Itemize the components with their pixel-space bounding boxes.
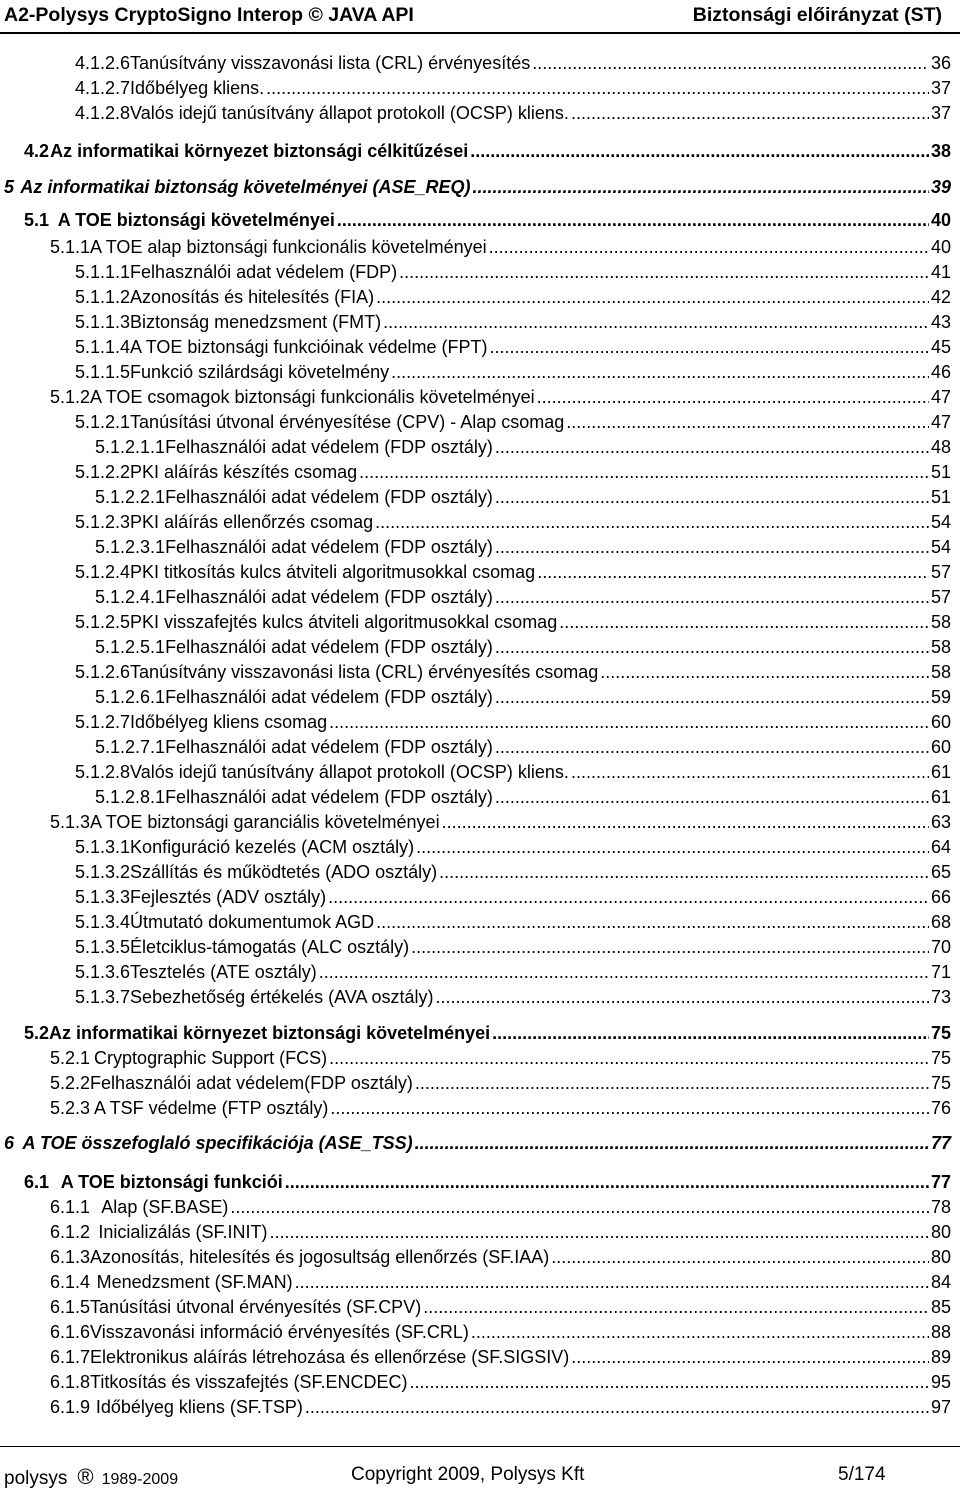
toc-entry-number: 6.1.9 bbox=[50, 1397, 91, 1417]
toc-entry[interactable] bbox=[50, 1196, 951, 1218]
footer-copyright: Copyright 2009, Polysys Kft bbox=[351, 1464, 585, 1485]
toc-entry-page: 58 bbox=[930, 662, 951, 682]
toc-entry-page: 71 bbox=[930, 962, 951, 982]
toc-entry-number: 5.1.3.3 bbox=[75, 887, 131, 907]
toc-entry-title: Felhasználói adat védelem(FDP osztály) bbox=[90, 1073, 413, 1093]
toc-entry-page: 43 bbox=[930, 312, 951, 332]
toc-leader-dots bbox=[329, 711, 929, 733]
toc-entry-number: 6.1.5 bbox=[50, 1297, 91, 1317]
toc-entry-title: Alap (SF.BASE) bbox=[101, 1197, 229, 1217]
toc-entry-number: 5.1.2.6.1 bbox=[95, 687, 166, 707]
toc-entry-number: 5.1.2 bbox=[50, 387, 91, 407]
toc-entry-title: Felhasználói adat védelem (FDP osztály) bbox=[165, 587, 493, 607]
toc-leader-dots bbox=[532, 52, 929, 74]
toc-leader-dots bbox=[266, 77, 929, 99]
toc-entry-page: 73 bbox=[930, 987, 951, 1007]
toc-entry-page: 77 bbox=[930, 1133, 951, 1153]
toc-entry-title: PKI aláírás ellenőrzés csomag bbox=[130, 512, 374, 532]
toc-entry-page: 38 bbox=[930, 141, 951, 161]
toc-entry-title: PKI aláírás készítés csomag bbox=[130, 462, 358, 482]
header-section-title: Biztonsági előirányzat (ST) bbox=[692, 4, 942, 26]
toc-entry-title: Tanúsítvány visszavonási lista (CRL) érvényesítés bbox=[130, 53, 531, 73]
toc-entry-number: 5.1.1.4 bbox=[75, 337, 131, 357]
toc-entry[interactable] bbox=[75, 911, 951, 933]
toc-entry-number: 5.1.3.2 bbox=[75, 862, 131, 882]
toc-entry-page: 97 bbox=[930, 1397, 951, 1417]
toc-entry-number: 5.1.2.2 bbox=[75, 462, 131, 482]
toc-entry-page: 51 bbox=[930, 462, 951, 482]
toc-entry-number: 5.1.2.4 bbox=[75, 562, 131, 582]
toc-entry[interactable] bbox=[50, 1396, 951, 1418]
toc-entry[interactable] bbox=[75, 761, 951, 783]
toc-entry-page: 80 bbox=[930, 1247, 951, 1267]
toc-leader-dots bbox=[409, 1371, 929, 1393]
toc-entry-page: 60 bbox=[930, 712, 951, 732]
toc-leader-dots bbox=[571, 761, 929, 783]
toc-entry-page: 54 bbox=[930, 512, 951, 532]
toc-entry-title: PKI visszafejtés kulcs átviteli algoritmusokkal csomag bbox=[130, 612, 558, 632]
toc-leader-dots bbox=[471, 1321, 929, 1343]
toc-entry[interactable] bbox=[75, 461, 951, 483]
toc-entry-number: 5.1.3.1 bbox=[75, 837, 131, 857]
toc-entry-title: Időbélyeg kliens (SF.TSP) bbox=[95, 1397, 303, 1417]
toc-entry-title: Sebezhetőség értékelés (AVA osztály) bbox=[130, 987, 434, 1007]
toc-entry-number: 5.1.2.7 bbox=[75, 712, 131, 732]
toc-entry-title: Felhasználói adat védelem (FDP osztály) bbox=[165, 537, 493, 557]
toc-entry[interactable] bbox=[50, 386, 951, 408]
toc-entry[interactable] bbox=[24, 1171, 951, 1193]
toc-entry-page: 75 bbox=[930, 1023, 951, 1043]
toc-leader-dots bbox=[495, 536, 929, 558]
toc-entry-page: 39 bbox=[930, 177, 951, 197]
toc-entry[interactable] bbox=[75, 311, 951, 333]
toc-entry-title: A TOE csomagok biztonsági funkcionális követelményei bbox=[90, 387, 535, 407]
toc-entry-number: 6 bbox=[4, 1133, 15, 1153]
toc-entry-number: 4.1.2.7 bbox=[75, 78, 131, 98]
toc-entry[interactable] bbox=[95, 686, 951, 708]
toc-entry[interactable] bbox=[95, 636, 951, 658]
toc-entry-title: Az informatikai környezet biztonsági követelményei bbox=[49, 1023, 491, 1043]
toc-entry[interactable] bbox=[75, 886, 951, 908]
toc-leader-dots bbox=[383, 311, 929, 333]
toc-entry-page: 89 bbox=[930, 1347, 951, 1367]
toc-entry[interactable] bbox=[4, 176, 951, 198]
toc-entry-number: 5.1.1.5 bbox=[75, 362, 131, 382]
toc-entry[interactable] bbox=[75, 361, 951, 383]
toc-entry[interactable] bbox=[50, 811, 951, 833]
toc-leader-dots bbox=[416, 836, 929, 858]
toc-entry[interactable] bbox=[24, 209, 951, 231]
toc-entry-page: 57 bbox=[930, 562, 951, 582]
toc-leader-dots bbox=[442, 811, 929, 833]
toc-entry-page: 80 bbox=[930, 1222, 951, 1242]
toc-entry-number: 5.1.1.3 bbox=[75, 312, 131, 332]
toc-entry-page: 40 bbox=[930, 210, 951, 230]
toc-leader-dots bbox=[537, 561, 929, 583]
toc-entry[interactable] bbox=[50, 236, 951, 258]
toc-entry-title: A TOE biztonsági követelményei bbox=[57, 210, 335, 230]
toc-leader-dots bbox=[423, 1296, 929, 1318]
toc-entry-number: 4.1.2.6 bbox=[75, 53, 131, 73]
toc-entry-number: 5.1.2.6 bbox=[75, 662, 131, 682]
toc-leader-dots bbox=[566, 411, 929, 433]
toc-entry-page: 37 bbox=[930, 103, 951, 123]
toc-entry-number: 5.2.1 bbox=[50, 1048, 91, 1068]
toc-entry-title: Szállítás és működtetés (ADO osztály) bbox=[130, 862, 438, 882]
toc-leader-dots bbox=[319, 961, 929, 983]
toc-leader-dots bbox=[329, 1047, 929, 1069]
toc-entry-title: A TOE biztonsági funkcióinak védelme (FPT) bbox=[130, 337, 488, 357]
toc-leader-dots bbox=[559, 611, 929, 633]
toc-leader-dots bbox=[495, 736, 929, 758]
toc-entry-number: 5.2 bbox=[24, 1023, 50, 1043]
toc-entry-title: Visszavonási információ érvényesítés (SF.CRL) bbox=[90, 1322, 469, 1342]
toc-entry-title: Fejlesztés (ADV osztály) bbox=[130, 887, 327, 907]
toc-entry-number: 5.2.3 bbox=[50, 1098, 91, 1118]
toc-entry-number: 6.1.1 bbox=[50, 1197, 91, 1217]
toc-entry-number: 5.1.3.5 bbox=[75, 937, 131, 957]
toc-entry[interactable] bbox=[50, 1346, 951, 1368]
toc-entry-number: 5.1.2.5 bbox=[75, 612, 131, 632]
toc-entry-title: A TSF védelme (FTP osztály) bbox=[93, 1098, 329, 1118]
toc-leader-dots bbox=[415, 1132, 929, 1154]
toc-entry-page: 64 bbox=[930, 837, 951, 857]
toc-entry[interactable] bbox=[50, 1097, 951, 1119]
toc-entry-page: 36 bbox=[930, 53, 951, 73]
toc-entry[interactable] bbox=[50, 1221, 951, 1243]
toc-leader-dots bbox=[551, 1246, 929, 1268]
toc-entry[interactable] bbox=[75, 336, 951, 358]
toc-entry-page: 75 bbox=[930, 1073, 951, 1093]
toc-leader-dots bbox=[495, 636, 929, 658]
toc-entry-title: Életciklus-támogatás (ALC osztály) bbox=[130, 937, 410, 957]
toc-entry[interactable] bbox=[50, 1321, 951, 1343]
toc-entry[interactable] bbox=[95, 586, 951, 608]
toc-entry[interactable] bbox=[50, 1246, 951, 1268]
toc-entry[interactable] bbox=[50, 1271, 951, 1293]
toc-leader-dots bbox=[470, 140, 929, 162]
toc-entry-title: Valós idejű tanúsítvány állapot protokoll (OCSP) kliens. bbox=[130, 103, 569, 123]
toc-entry-page: 78 bbox=[930, 1197, 951, 1217]
toc-entry[interactable] bbox=[75, 411, 951, 433]
toc-entry-number: 5.1.3 bbox=[50, 812, 91, 832]
toc-leader-dots bbox=[399, 261, 929, 283]
footer-divider bbox=[0, 1446, 960, 1447]
toc-entry-title: Időbélyeg kliens. bbox=[130, 78, 265, 98]
toc-entry-title: Felhasználói adat védelem (FDP osztály) bbox=[165, 637, 493, 657]
toc-entry-number: 4.1.2.8 bbox=[75, 103, 131, 123]
toc-entry-title: Inicializálás (SF.INIT) bbox=[98, 1222, 268, 1242]
toc-leader-dots bbox=[600, 661, 929, 683]
toc-entry-page: 46 bbox=[930, 362, 951, 382]
toc-entry-title: Útmutató dokumentumok AGD bbox=[130, 912, 375, 932]
toc-entry-number: 5.1.3.4 bbox=[75, 912, 131, 932]
toc-entry-page: 61 bbox=[930, 787, 951, 807]
toc-entry-page: 61 bbox=[930, 762, 951, 782]
toc-entry-title: Felhasználói adat védelem (FDP osztály) bbox=[165, 437, 493, 457]
toc-entry-page: 47 bbox=[930, 412, 951, 432]
toc-entry[interactable] bbox=[75, 77, 951, 99]
toc-entry-number: 5.1.2.8 bbox=[75, 762, 131, 782]
toc-leader-dots bbox=[376, 911, 929, 933]
registered-trademark-icon: ® bbox=[77, 1464, 94, 1489]
toc-entry-page: 48 bbox=[930, 437, 951, 457]
toc-entry-number: 5.2.2 bbox=[50, 1073, 91, 1093]
toc-entry-number: 5.1.3.6 bbox=[75, 962, 131, 982]
toc-entry-number: 5.1.2.3 bbox=[75, 512, 131, 532]
toc-leader-dots bbox=[436, 986, 929, 1008]
toc-entry-number: 6.1 bbox=[24, 1172, 50, 1192]
toc-entry-page: 58 bbox=[930, 637, 951, 657]
toc-leader-dots bbox=[439, 861, 929, 883]
toc-entry[interactable] bbox=[75, 286, 951, 308]
footer-brand bbox=[4, 1464, 178, 1490]
toc-entry-number: 4.2 bbox=[24, 141, 50, 161]
header-document-title: A2-Polysys CryptoSigno Interop © JAVA API bbox=[4, 4, 414, 26]
toc-entry-title: Menedzsment (SF.MAN) bbox=[96, 1272, 293, 1292]
toc-leader-dots bbox=[473, 176, 929, 198]
toc-leader-dots bbox=[285, 1171, 929, 1193]
toc-entry-number: 5.1.2.5.1 bbox=[95, 637, 166, 657]
toc-leader-dots bbox=[376, 286, 929, 308]
toc-entry[interactable] bbox=[75, 936, 951, 958]
toc-entry-page: 85 bbox=[930, 1297, 951, 1317]
toc-entry-page: 84 bbox=[930, 1272, 951, 1292]
toc-entry[interactable] bbox=[75, 511, 951, 533]
toc-entry-number: 5.1.2.7.1 bbox=[95, 737, 166, 757]
toc-entry-page: 63 bbox=[930, 812, 951, 832]
toc-entry-title: Felhasználói adat védelem (FDP osztály) bbox=[165, 787, 493, 807]
toc-entry[interactable] bbox=[75, 611, 951, 633]
toc-leader-dots bbox=[375, 511, 929, 533]
toc-leader-dots bbox=[269, 1221, 929, 1243]
toc-entry-title: Az informatikai biztonság követelményei (ASE_REQ) bbox=[20, 177, 471, 197]
toc-entry-title: Felhasználói adat védelem (FDP) bbox=[130, 262, 398, 282]
toc-leader-dots bbox=[495, 486, 929, 508]
toc-entry-number: 5.1.3.7 bbox=[75, 987, 131, 1007]
toc-entry-title: A TOE biztonsági garanciális követelményei bbox=[90, 812, 440, 832]
toc-leader-dots bbox=[328, 886, 929, 908]
toc-leader-dots bbox=[411, 936, 929, 958]
toc-leader-dots bbox=[495, 686, 929, 708]
toc-entry-title: Tanúsítási útvonal érvényesítése (CPV) - Alap csomag bbox=[130, 412, 565, 432]
toc-entry-page: 75 bbox=[930, 1048, 951, 1068]
toc-entry-number: 5.1.2.8.1 bbox=[95, 787, 166, 807]
toc-leader-dots bbox=[495, 586, 929, 608]
toc-entry-page: 45 bbox=[930, 337, 951, 357]
toc-entry-number: 6.1.3 bbox=[50, 1247, 91, 1267]
toc-entry-number: 6.1.2 bbox=[50, 1222, 91, 1242]
footer-page-number: 5/174 bbox=[838, 1464, 886, 1485]
toc-entry[interactable] bbox=[95, 736, 951, 758]
toc-entry[interactable] bbox=[75, 261, 951, 283]
toc-entry[interactable] bbox=[24, 140, 951, 162]
toc-entry-title: Felhasználói adat védelem (FDP osztály) bbox=[165, 737, 493, 757]
toc-entry-page: 65 bbox=[930, 862, 951, 882]
toc-entry-title: Azonosítás és hitelesítés (FIA) bbox=[130, 287, 375, 307]
toc-entry-number: 5.1.2.1 bbox=[75, 412, 131, 432]
toc-entry-page: 68 bbox=[930, 912, 951, 932]
toc-entry-number: 6.1.6 bbox=[50, 1322, 91, 1342]
toc-entry-page: 95 bbox=[930, 1372, 951, 1392]
toc-leader-dots bbox=[305, 1396, 929, 1418]
toc-entry-number: 5.1.2.4.1 bbox=[95, 587, 166, 607]
toc-entry-title: Tesztelés (ATE osztály) bbox=[130, 962, 317, 982]
toc-leader-dots bbox=[359, 461, 929, 483]
toc-entry-page: 88 bbox=[930, 1322, 951, 1342]
toc-entry-title: A TOE biztonsági funkciói bbox=[60, 1172, 283, 1192]
toc-leader-dots bbox=[571, 102, 929, 124]
toc-entry-title: Tanúsítvány visszavonási lista (CRL) érvényesítés csomag bbox=[130, 662, 599, 682]
toc-entry[interactable] bbox=[24, 1022, 951, 1044]
toc-entry-title: PKI titkosítás kulcs átviteli algoritmusokkal csomag bbox=[130, 562, 536, 582]
toc-entry-page: 66 bbox=[930, 887, 951, 907]
toc-leader-dots bbox=[330, 1097, 929, 1119]
toc-entry-page: 54 bbox=[930, 537, 951, 557]
toc-entry[interactable] bbox=[50, 1296, 951, 1318]
toc-entry-page: 59 bbox=[930, 687, 951, 707]
toc-entry-page: 57 bbox=[930, 587, 951, 607]
toc-entry-title: Elektronikus aláírás létrehozása és ellenőrzése (SF.SIGSIV) bbox=[90, 1347, 570, 1367]
toc-entry[interactable] bbox=[75, 711, 951, 733]
toc-entry-page: 58 bbox=[930, 612, 951, 632]
toc-entry[interactable] bbox=[50, 1047, 951, 1069]
toc-entry[interactable] bbox=[75, 986, 951, 1008]
toc-entry-number: 5.1.2.1.1 bbox=[95, 437, 166, 457]
toc-entry[interactable] bbox=[4, 1132, 951, 1154]
toc-leader-dots bbox=[391, 361, 929, 383]
toc-entry-page: 37 bbox=[930, 78, 951, 98]
toc-entry-number: 6.1.4 bbox=[50, 1272, 91, 1292]
toc-leader-dots bbox=[337, 209, 929, 231]
toc-entry-title: Felhasználói adat védelem (FDP osztály) bbox=[165, 487, 493, 507]
toc-entry-number: 5 bbox=[4, 177, 15, 197]
toc-entry-title: Felhasználói adat védelem (FDP osztály) bbox=[165, 687, 493, 707]
toc-leader-dots bbox=[295, 1271, 929, 1293]
toc-entry-title: A TOE összefoglaló specifikációja (ASE_TSS) bbox=[22, 1133, 413, 1153]
toc-leader-dots bbox=[415, 1072, 929, 1094]
toc-entry-number: 5.1.2.3.1 bbox=[95, 537, 166, 557]
toc-leader-dots bbox=[495, 436, 929, 458]
toc-entry-title: A TOE alap biztonsági funkcionális követelményei bbox=[90, 237, 487, 257]
toc-entry[interactable] bbox=[75, 561, 951, 583]
toc-entry-number: 5.1.2.2.1 bbox=[95, 487, 166, 507]
toc-entry-title: Valós idejű tanúsítvány állapot protokoll (OCSP) kliens. bbox=[130, 762, 569, 782]
toc-entry[interactable] bbox=[95, 436, 951, 458]
toc-entry-title: Tanúsítási útvonal érvényesítés (SF.CPV) bbox=[90, 1297, 422, 1317]
toc-entry[interactable] bbox=[95, 486, 951, 508]
toc-entry-title: Időbélyeg kliens csomag bbox=[130, 712, 328, 732]
toc-entry-number: 6.1.8 bbox=[50, 1372, 91, 1392]
toc-entry-page: 70 bbox=[930, 937, 951, 957]
toc-entry[interactable] bbox=[95, 536, 951, 558]
toc-entry-number: 5.1.1.1 bbox=[75, 262, 131, 282]
toc-entry-page: 51 bbox=[930, 487, 951, 507]
toc-leader-dots bbox=[490, 336, 929, 358]
toc-entry[interactable] bbox=[75, 661, 951, 683]
toc-entry-number: 6.1.7 bbox=[50, 1347, 91, 1367]
toc-entry-title: Cryptographic Support (FCS) bbox=[94, 1048, 328, 1068]
toc-entry-title: Biztonság menedzsment (FMT) bbox=[130, 312, 382, 332]
toc-entry-page: 41 bbox=[930, 262, 951, 282]
toc-leader-dots bbox=[537, 386, 929, 408]
toc-entry-title: Az informatikai környezet biztonsági célkitűzései bbox=[50, 141, 469, 161]
toc-entry-number: 5.1.1.2 bbox=[75, 287, 131, 307]
toc-entry[interactable] bbox=[50, 1072, 951, 1094]
toc-entry[interactable] bbox=[75, 102, 951, 124]
toc-leader-dots bbox=[571, 1346, 929, 1368]
toc-entry-page: 76 bbox=[930, 1098, 951, 1118]
toc-entry-page: 77 bbox=[930, 1172, 951, 1192]
toc-entry-title: Konfiguráció kezelés (ACM osztály) bbox=[130, 837, 415, 857]
toc-entry-page: 60 bbox=[930, 737, 951, 757]
toc-entry-number: 5.1 bbox=[24, 210, 50, 230]
toc-entry[interactable] bbox=[75, 961, 951, 983]
toc-entry-title: Funkció szilárdsági követelmény bbox=[130, 362, 390, 382]
toc-entry-title: Titkosítás és visszafejtés (SF.ENCDEC) bbox=[90, 1372, 408, 1392]
toc-entry-page: 47 bbox=[930, 387, 951, 407]
toc-entry-title: Azonosítás, hitelesítés és jogosultság ellenőrzés (SF.IAA) bbox=[90, 1247, 550, 1267]
toc-entry[interactable] bbox=[75, 836, 951, 858]
toc-entry[interactable] bbox=[50, 1371, 951, 1393]
toc-leader-dots bbox=[495, 786, 929, 808]
toc-entry[interactable] bbox=[75, 52, 951, 74]
toc-entry-number: 5.1.1 bbox=[50, 237, 91, 257]
toc-entry[interactable] bbox=[95, 786, 951, 808]
toc-leader-dots bbox=[489, 236, 929, 258]
footer-years: 1989-2009 bbox=[101, 1471, 179, 1488]
toc-leader-dots bbox=[230, 1196, 929, 1218]
footer-brand-name: polysys bbox=[4, 1468, 68, 1489]
toc-leader-dots bbox=[492, 1022, 929, 1044]
toc-entry-page: 40 bbox=[930, 237, 951, 257]
page-header bbox=[0, 0, 960, 34]
toc-entry-page: 42 bbox=[930, 287, 951, 307]
toc-entry[interactable] bbox=[75, 861, 951, 883]
